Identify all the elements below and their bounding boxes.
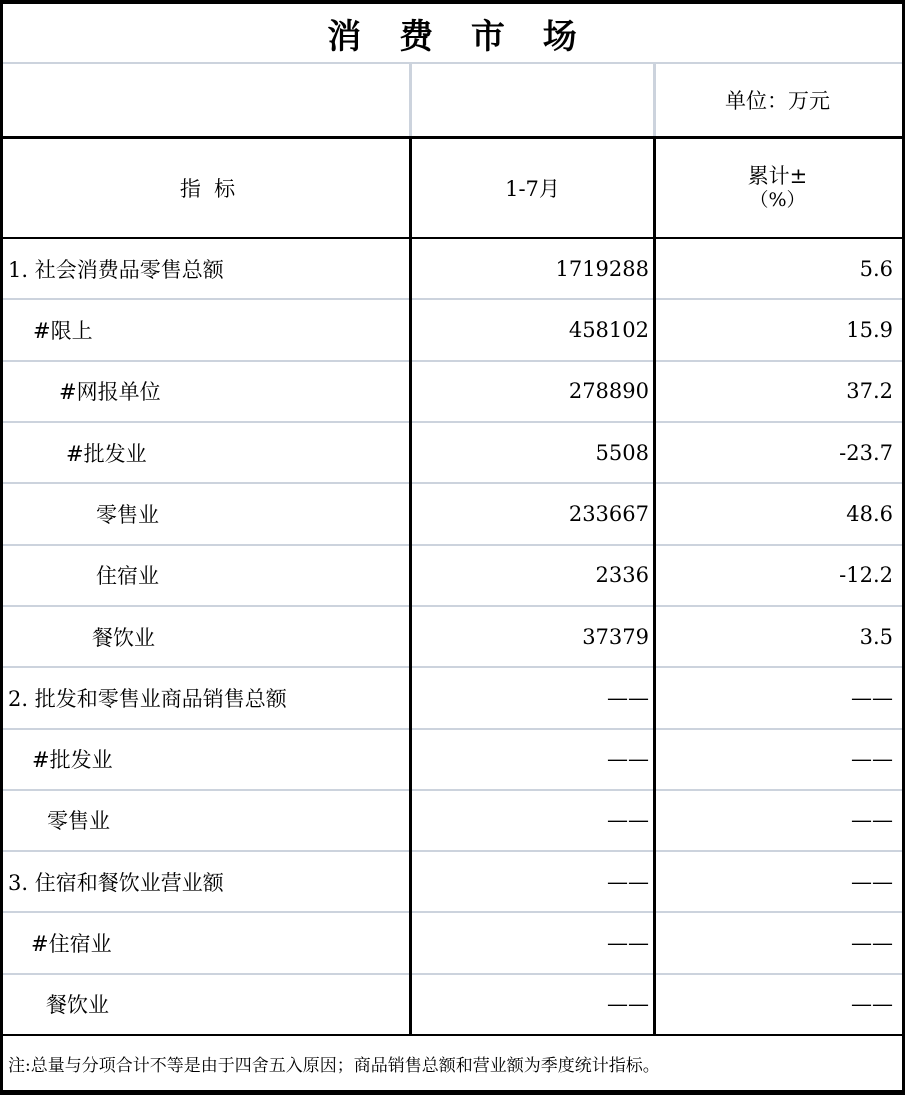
row-value-jan-jul: 458102 bbox=[568, 317, 649, 342]
unit-row-spacer-2 bbox=[412, 64, 653, 136]
row-label: #住宿业 bbox=[31, 932, 112, 957]
unit-row-spacer-1 bbox=[3, 64, 412, 136]
table-row bbox=[3, 605, 902, 666]
row-value-cumulative-pct: —— bbox=[851, 685, 893, 710]
row-label: #网报单位 bbox=[59, 380, 161, 405]
table-row bbox=[3, 421, 902, 482]
row-value-cumulative-pct: —— bbox=[851, 808, 893, 833]
table-row bbox=[3, 973, 902, 1034]
column-header-cumulative-line1: 累计± bbox=[747, 164, 808, 188]
row-value-cumulative-pct: -12.2 bbox=[839, 563, 893, 588]
table-row bbox=[3, 911, 902, 972]
row-value-jan-jul: 233667 bbox=[568, 501, 649, 526]
table-row bbox=[3, 360, 902, 421]
table-header bbox=[3, 139, 902, 237]
row-value-cumulative-pct: 5.6 bbox=[859, 256, 893, 281]
row-label: 零售业 bbox=[47, 809, 110, 834]
row-value-jan-jul: 1719288 bbox=[555, 256, 649, 281]
table-row bbox=[3, 728, 902, 789]
row-label: 3. 住宿和餐饮业营业额 bbox=[8, 870, 224, 895]
row-label: 餐饮业 bbox=[46, 993, 109, 1018]
row-label: 零售业 bbox=[96, 502, 159, 527]
table-row bbox=[3, 666, 902, 727]
table-row bbox=[3, 482, 902, 543]
table-row bbox=[3, 544, 902, 605]
row-value-jan-jul: —— bbox=[607, 685, 649, 710]
body-vline-1 bbox=[409, 239, 412, 1034]
page-title: 消 费 市 场 bbox=[327, 16, 578, 57]
row-value-jan-jul: 2336 bbox=[595, 563, 649, 588]
body-vline-2 bbox=[653, 239, 656, 1034]
row-value-jan-jul: —— bbox=[607, 992, 649, 1017]
unit-row bbox=[3, 64, 902, 136]
column-header-period: 1-7月 bbox=[505, 177, 560, 201]
row-value-jan-jul: 5508 bbox=[595, 440, 649, 465]
header-vline-1 bbox=[409, 139, 412, 237]
table-row bbox=[3, 298, 902, 359]
header-vline-2 bbox=[653, 139, 656, 237]
row-value-cumulative-pct: 15.9 bbox=[846, 317, 893, 342]
row-value-cumulative-pct: 37.2 bbox=[846, 379, 893, 404]
row-label: #批发业 bbox=[32, 748, 113, 773]
row-label: 1. 社会消费品零售总额 bbox=[8, 257, 224, 282]
footnote: 注:总量与分项合计不等是由于四舍五入原因；商品销售总额和营业额为季度统计指标。 bbox=[8, 1055, 660, 1076]
row-value-cumulative-pct: —— bbox=[851, 747, 893, 772]
table-row bbox=[3, 239, 902, 298]
row-label: #批发业 bbox=[66, 441, 147, 466]
row-label: 2. 批发和零售业商品销售总额 bbox=[8, 686, 287, 711]
row-value-jan-jul: —— bbox=[607, 931, 649, 956]
row-value-jan-jul: 278890 bbox=[568, 379, 649, 404]
table-body bbox=[3, 239, 902, 1034]
row-value-cumulative-pct: 48.6 bbox=[846, 501, 893, 526]
column-header-cumulative-line2: （%） bbox=[749, 189, 806, 212]
row-label: #限上 bbox=[33, 318, 93, 343]
row-label: 餐饮业 bbox=[92, 625, 155, 650]
row-value-jan-jul: —— bbox=[607, 869, 649, 894]
row-value-cumulative-pct: —— bbox=[851, 931, 893, 956]
unit-label: 单位：万元 bbox=[725, 89, 830, 113]
row-value-jan-jul: —— bbox=[607, 808, 649, 833]
row-value-jan-jul: —— bbox=[607, 747, 649, 772]
column-header-indicator: 指 标 bbox=[179, 177, 236, 201]
row-value-cumulative-pct: -23.7 bbox=[839, 440, 893, 465]
row-value-jan-jul: 37379 bbox=[582, 624, 649, 649]
unit-row-vline-1 bbox=[409, 64, 412, 136]
table-row bbox=[3, 850, 902, 911]
row-label: 住宿业 bbox=[96, 564, 159, 589]
unit-row-vline-2 bbox=[653, 64, 656, 136]
row-value-cumulative-pct: 3.5 bbox=[859, 624, 893, 649]
row-value-cumulative-pct: —— bbox=[851, 992, 893, 1017]
row-value-cumulative-pct: —— bbox=[851, 869, 893, 894]
column-header-cumulative bbox=[653, 139, 902, 237]
table-row bbox=[3, 789, 902, 850]
